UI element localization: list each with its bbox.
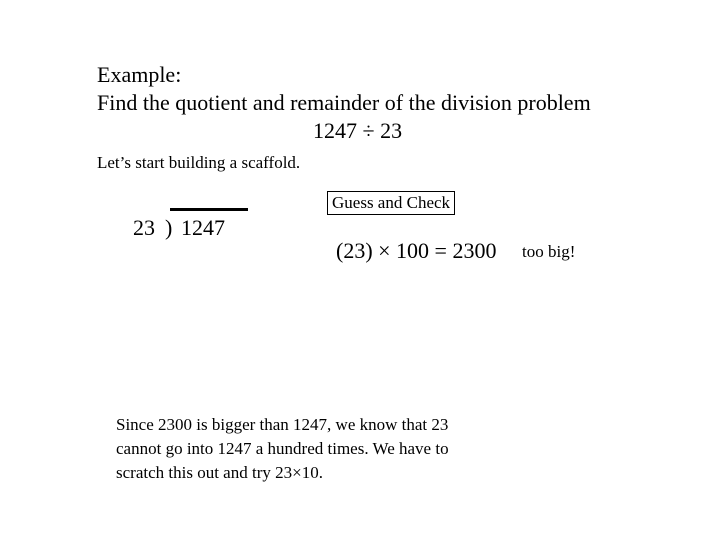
example-label: Example: <box>97 62 182 87</box>
divisor: 23 <box>133 215 155 240</box>
guess-and-check-label: Guess and Check <box>327 191 455 215</box>
explanation-line: scratch this out and try 23×10. <box>116 463 323 482</box>
trial-verdict: too big! <box>522 242 576 261</box>
trial-equation: (23) × 100 = 2300 <box>336 238 497 263</box>
explanation-line: Since 2300 is bigger than 1247, we know that 23 <box>116 415 449 434</box>
explanation-text <box>116 413 526 485</box>
explanation-line: cannot go into 1247 a hundred times. We have to <box>116 439 449 458</box>
division-bracket: ) <box>165 215 173 240</box>
division-bar <box>170 208 248 211</box>
dividend: 1247 <box>181 215 225 240</box>
intro-text: Let’s start building a scaffold. <box>97 153 301 172</box>
problem-statement: Find the quotient and remainder of the division problem <box>97 90 591 115</box>
division-expression: 1247 ÷ 23 <box>313 118 403 143</box>
